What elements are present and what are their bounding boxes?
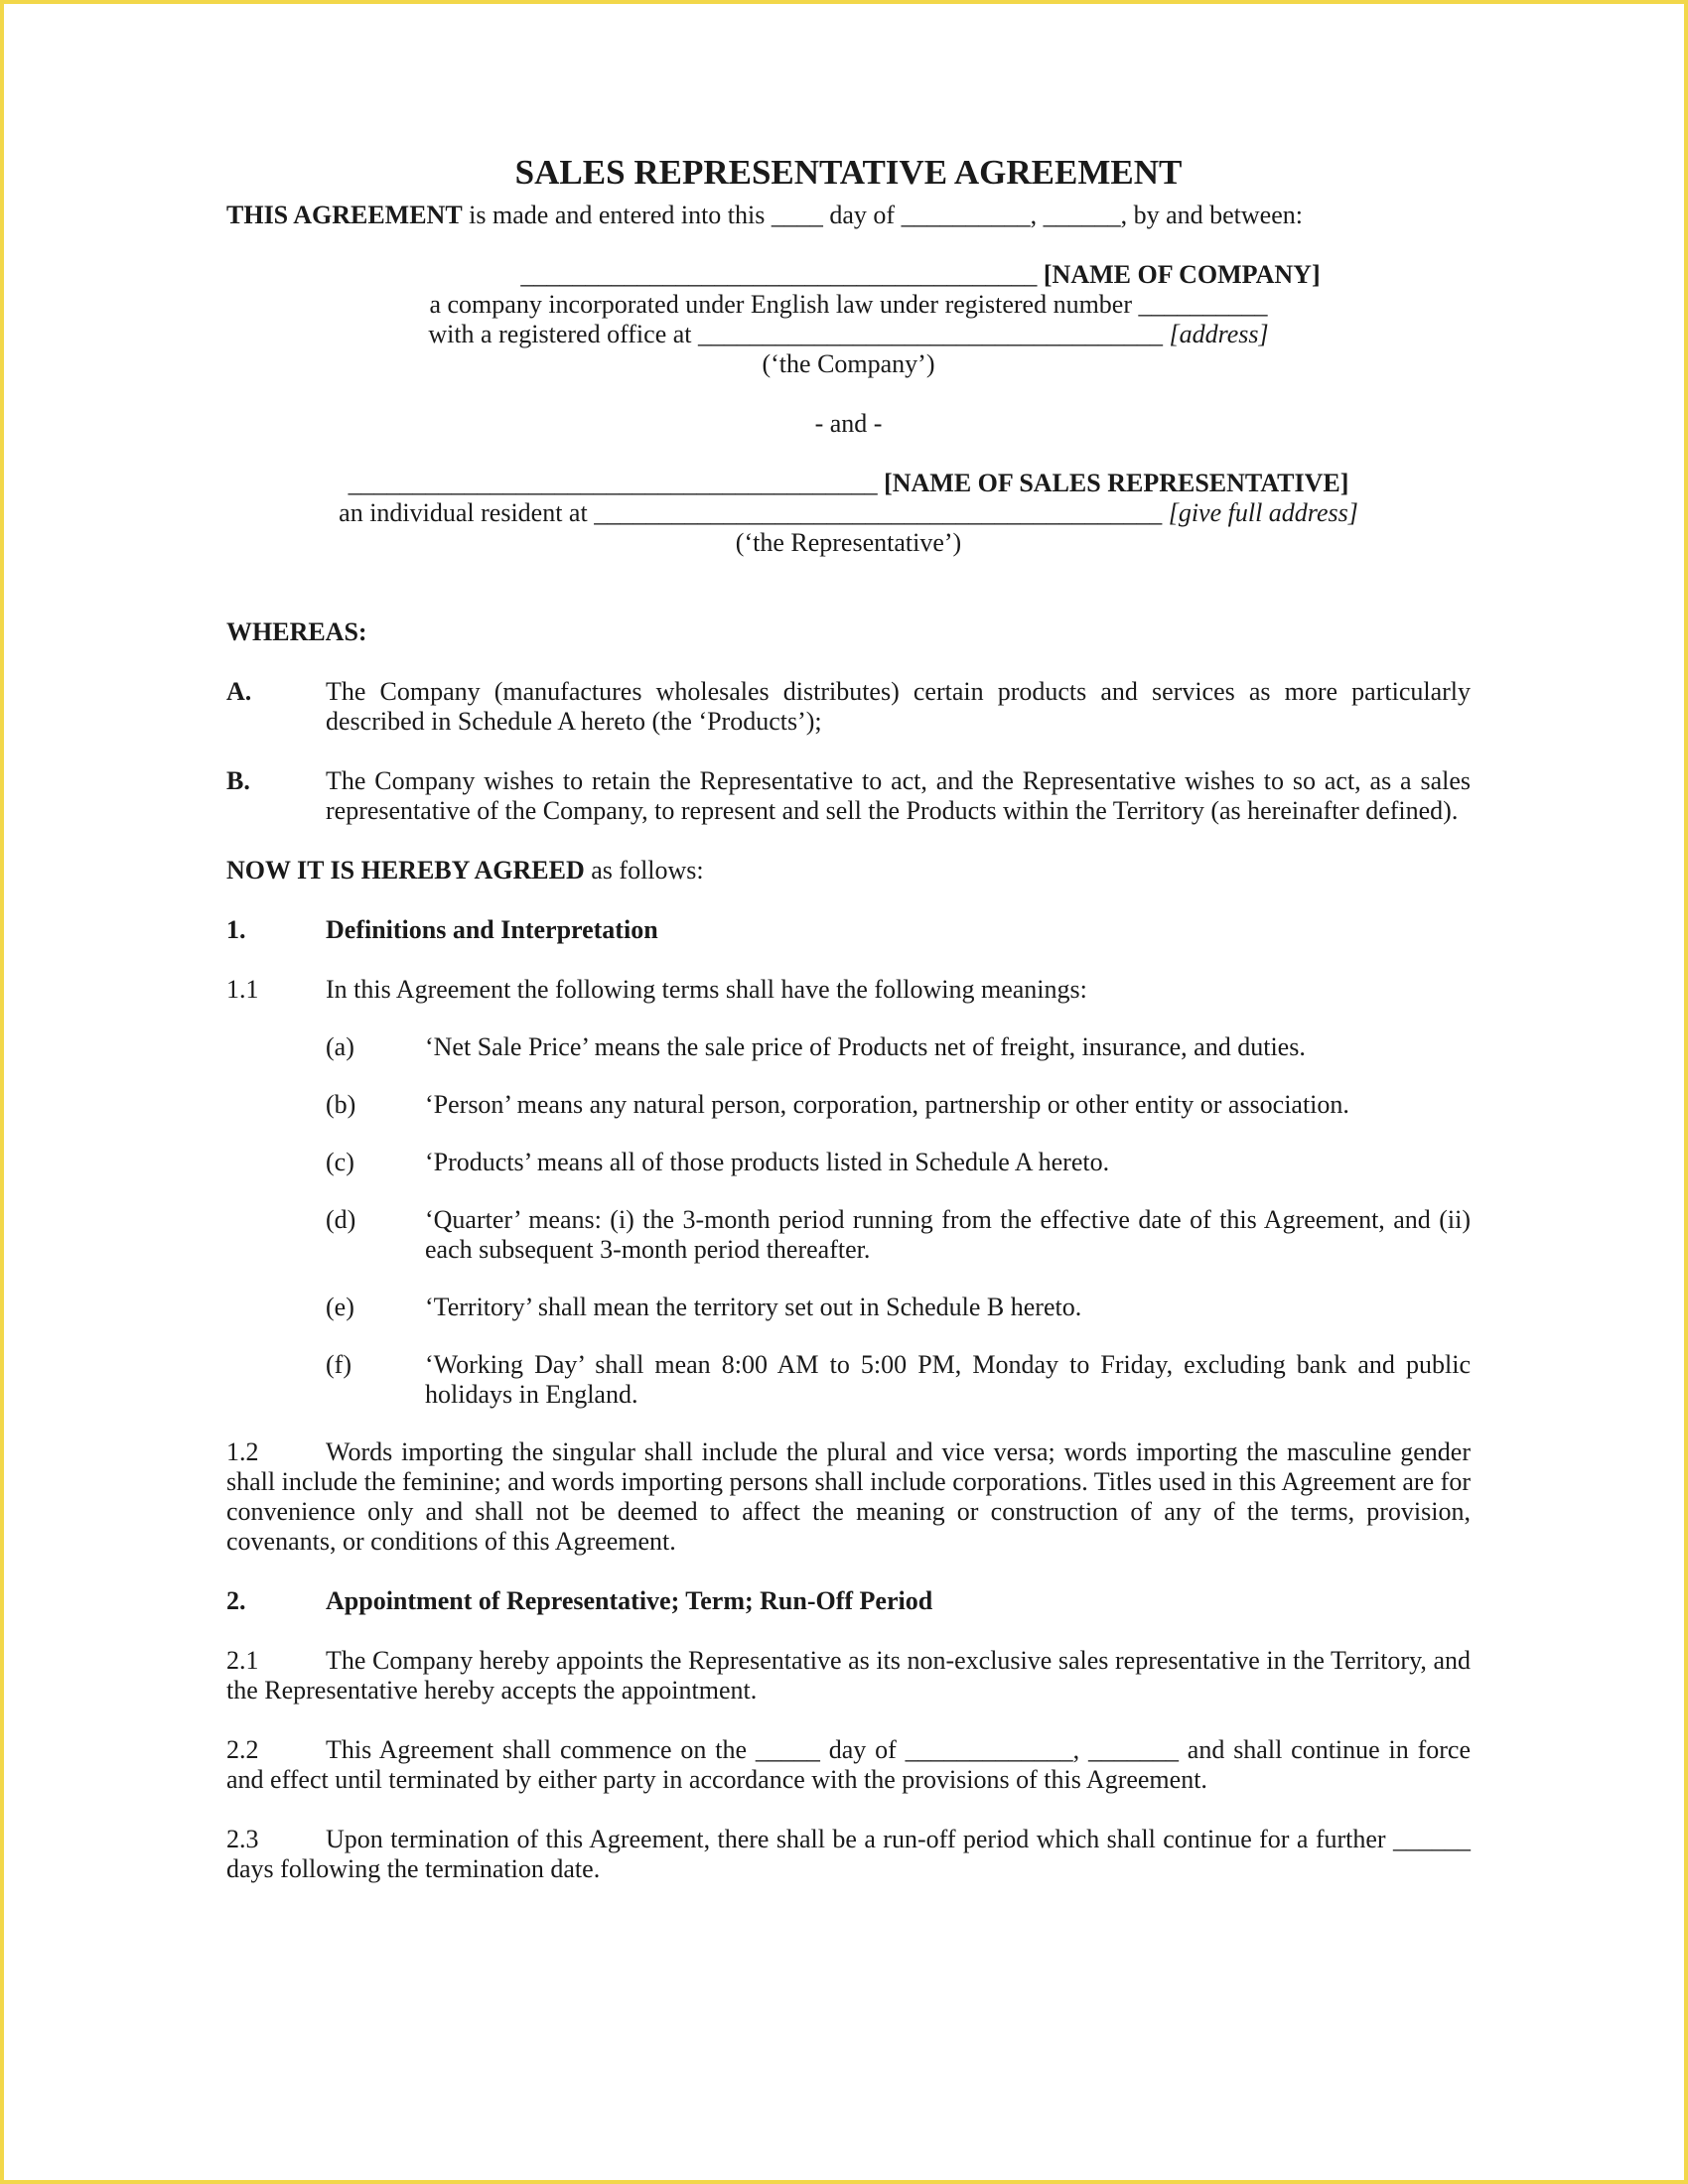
definition-f-label: (f) — [326, 1350, 352, 1379]
rep-resident: an individual resident at ____________________________________________ — [339, 498, 1163, 527]
definition-e — [326, 1293, 1471, 1322]
definition-d — [326, 1205, 1471, 1265]
definition-c-text: ‘Products’ means all of those products listed in Schedule A hereto. — [425, 1148, 1110, 1176]
recital-a-text: The Company (manufactures wholesales distributes) certain products and services as more particularly described in Schedule A hereto (the ‘Products’); — [326, 677, 1471, 736]
document-title: SALES REPRESENTATIVE AGREEMENT — [514, 153, 1183, 192]
recital-a — [226, 677, 1471, 737]
clause-1-1-text: In this Agreement the following terms shall have the following meanings: — [326, 975, 1087, 1004]
intro-rest: is made and entered into this ____ day of __________, ______, by and between: — [462, 201, 1303, 229]
clause-2-2 — [226, 1735, 1471, 1795]
definition-e-label: (e) — [326, 1293, 354, 1321]
definition-b-label: (b) — [326, 1090, 356, 1119]
agreement-intro — [226, 201, 1471, 230]
definition-d-text: ‘Quarter’ means: (i) the 3-month period running from the effective date of this Agreement, and (ii) each subsequent 3-month period thereafter. — [425, 1205, 1471, 1264]
clause-2-3 — [226, 1825, 1471, 1884]
now-agreed — [226, 856, 1471, 886]
section-2-number: 2. — [226, 1586, 246, 1615]
clause-2-2-text: This Agreement shall commence on the _____ day of _____________, _______ and shall continue in force and effect until terminated by either party in accordance with the provisions of this Agreement. — [226, 1735, 1471, 1794]
clause-2-1-number: 2.1 — [226, 1646, 259, 1675]
definition-d-label: (d) — [326, 1205, 356, 1234]
section-2-heading — [226, 1586, 1471, 1616]
clause-1-1-number: 1.1 — [226, 975, 259, 1004]
definition-f-text: ‘Working Day’ shall mean 8:00 AM to 5:00 PM, Monday to Friday, excluding bank and public holidays in England. — [425, 1350, 1471, 1409]
clause-2-3-text: Upon termination of this Agreement, there shall be a run-off period which shall continue for a further ______ days following the termination date. — [226, 1825, 1471, 1883]
rep-name-placeholder: [NAME OF SALES REPRESENTATIVE] — [884, 469, 1349, 497]
definition-e-text: ‘Territory’ shall mean the territory set out in Schedule B hereto. — [425, 1293, 1082, 1321]
definition-b — [326, 1090, 1471, 1120]
recital-b-label: B. — [226, 766, 250, 795]
rep-defined-term: (‘the Representative’) — [735, 528, 962, 557]
company-name-placeholder: [NAME OF COMPANY] — [1043, 260, 1321, 289]
clause-2-1-text: The Company hereby appoints the Representative as its non-exclusive sales representative in the Territory, and the Representative hereby accepts the appointment. — [226, 1646, 1471, 1705]
recital-a-label: A. — [226, 677, 252, 706]
clause-1-2-number: 1.2 — [226, 1437, 259, 1466]
document-page — [4, 4, 1684, 2180]
section-2-title: Appointment of Representative; Term; Run-Off Period — [326, 1586, 933, 1615]
rep-name-blank: _________________________________________ — [348, 469, 878, 497]
company-address-placeholder: [address] — [1169, 320, 1269, 348]
now-agreed-lead: NOW IT IS HEREBY AGREED — [226, 856, 585, 885]
section-1-heading — [226, 915, 1471, 945]
clause-1-2 — [226, 1437, 1471, 1557]
intro-lead: THIS AGREEMENT — [226, 201, 463, 229]
section-1-number: 1. — [226, 915, 246, 944]
definition-c — [326, 1148, 1471, 1177]
now-agreed-rest: as follows: — [584, 856, 704, 885]
company-name-blank: ________________________________________ — [520, 260, 1038, 289]
recital-b — [226, 766, 1471, 826]
document-content — [226, 153, 1471, 1884]
clause-2-1 — [226, 1646, 1471, 1706]
definition-c-label: (c) — [326, 1148, 354, 1176]
clause-1-2-text: Words importing the singular shall include the plural and vice versa; words importing the masculine gender shall include the feminine; and words importing persons shall include corporations. Titles used in this Agreement are for convenience only and shall not be deemed to affect the meaning or construction of any of the terms, provision, covenants, or conditions of this Agreement. — [226, 1437, 1471, 1556]
company-incorporation: a company incorporated under English law under registered number __________ — [429, 290, 1268, 319]
definition-f — [326, 1350, 1471, 1410]
recital-b-text: The Company wishes to retain the Representative to act, and the Representative wishes to so act, as a sales representative of the Company, to represent and sell the Products within the Territory (as hereinafter defined). — [326, 766, 1471, 825]
whereas-heading: WHEREAS: — [226, 617, 367, 646]
company-defined-term: (‘the Company’) — [762, 349, 935, 378]
definition-a-text: ‘Net Sale Price’ means the sale price of Products net of freight, insurance, and duties. — [425, 1032, 1306, 1061]
and-separator: - and - — [814, 409, 883, 438]
definition-a-label: (a) — [326, 1032, 354, 1061]
clause-2-2-number: 2.2 — [226, 1735, 259, 1764]
definition-b-text: ‘Person’ means any natural person, corporation, partnership or other entity or association. — [425, 1090, 1349, 1119]
company-block — [226, 260, 1471, 379]
definition-a — [326, 1032, 1471, 1062]
rep-address-placeholder: [give full address] — [1168, 498, 1358, 527]
clause-2-3-number: 2.3 — [226, 1825, 259, 1853]
company-office: with a registered office at ____________________________________ — [428, 320, 1163, 348]
section-1-title: Definitions and Interpretation — [326, 915, 658, 944]
clause-1-1 — [226, 975, 1471, 1005]
representative-block — [226, 469, 1471, 558]
